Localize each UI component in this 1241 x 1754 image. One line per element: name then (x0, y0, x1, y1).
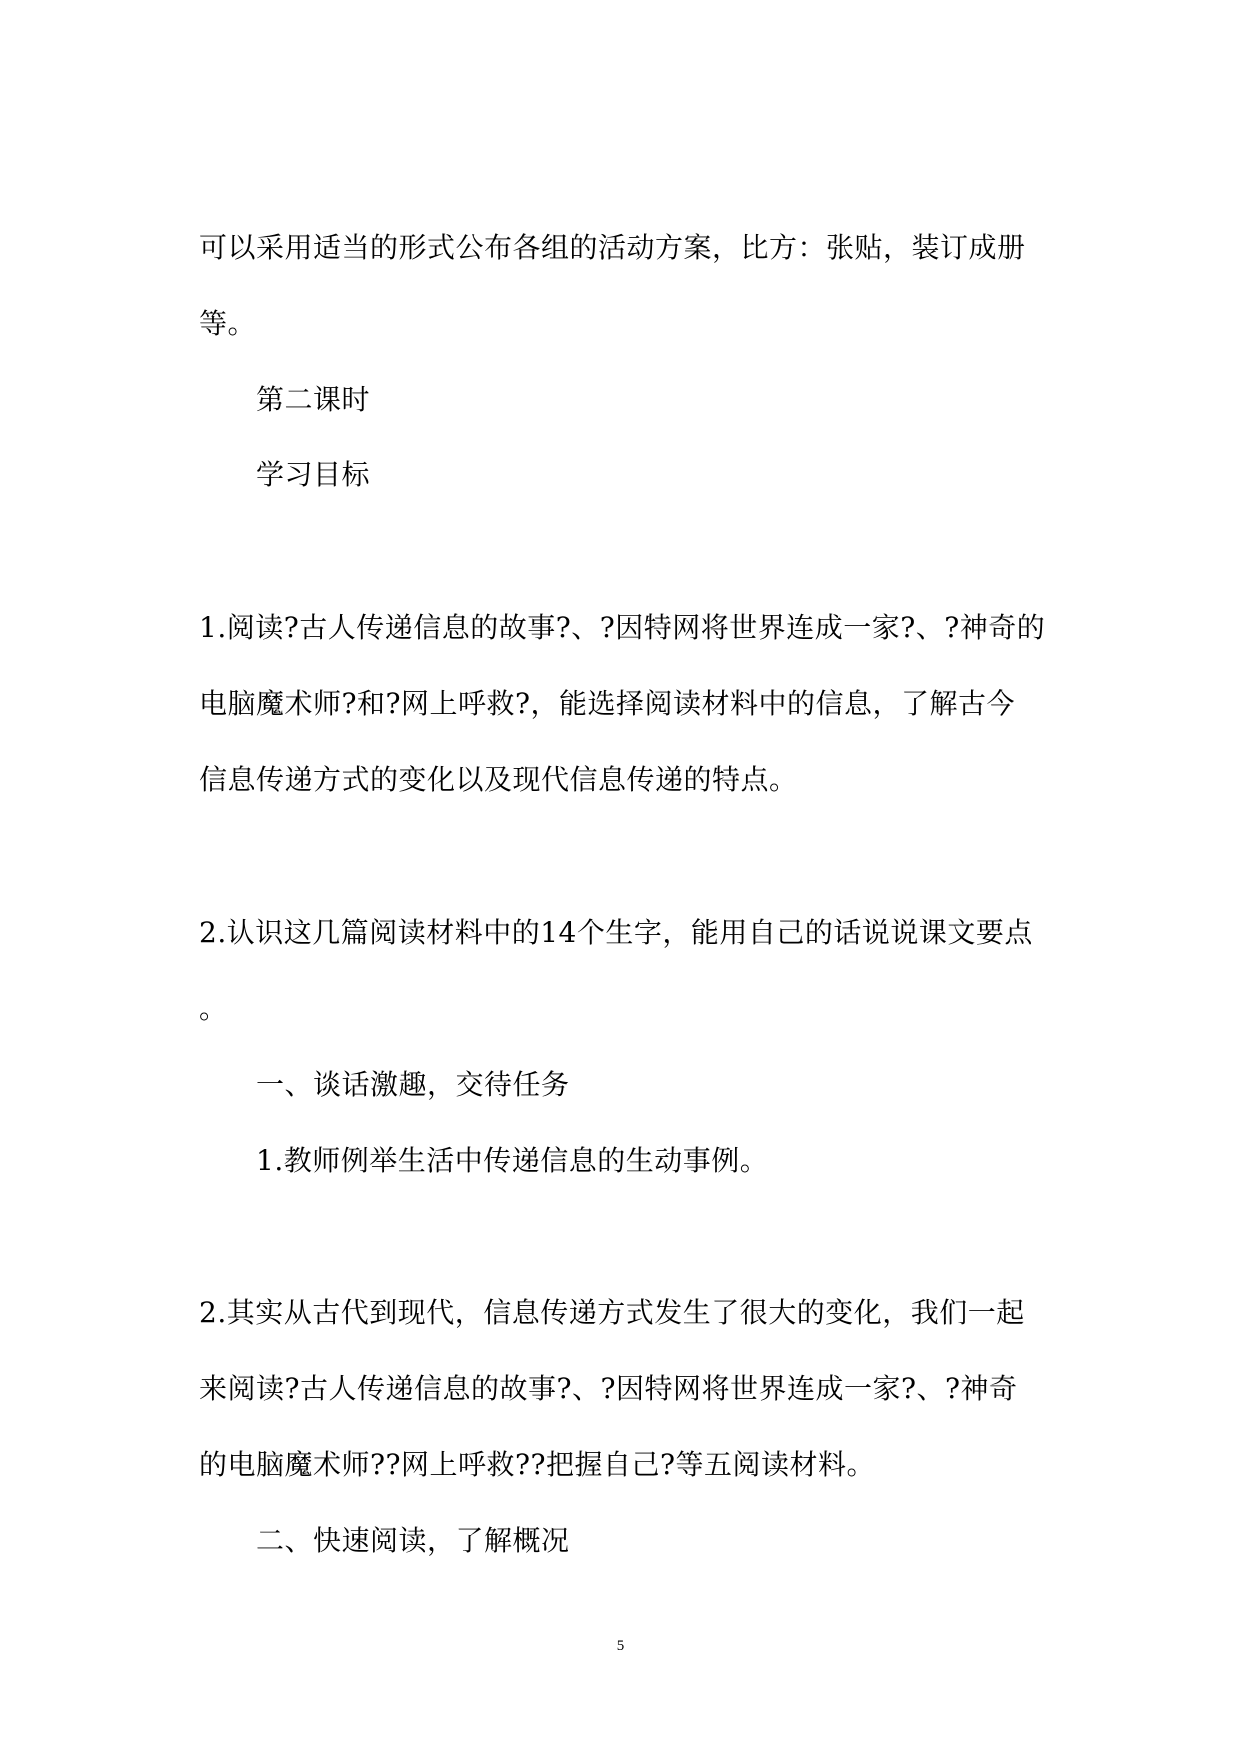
text-line: 电脑魔术师?和?网上呼救?，能选择阅读材料中的信息，了解古今 (199, 687, 1016, 720)
text-line: 1.阅读?古人传递信息的故事?、?因特网将世界连成一家?、?神奇的 (199, 611, 1046, 644)
text-line: 1.教师例举生活中传递信息的生动事例。 (256, 1144, 769, 1177)
text-line: 等。 (199, 307, 257, 340)
text-line: 的电脑魔术师??网上呼救??把握自己?等五阅读材料。 (199, 1448, 876, 1481)
text-line: 。 (199, 992, 228, 1025)
text-line: 来阅读?古人传递信息的故事?、?因特网将世界连成一家?、?神奇 (199, 1372, 1018, 1405)
text-line: 2.认识这几篇阅读材料中的14个生字，能用自己的话说说课文要点 (199, 916, 1033, 949)
page-number: 5 (616, 1638, 625, 1654)
section-heading: 一、谈话激趣，交待任务 (256, 1068, 570, 1101)
section-heading: 学习目标 (256, 458, 371, 491)
text-line: 可以采用适当的形式公布各组的活动方案，比方：张贴，装订成册 (199, 231, 1026, 264)
section-heading: 第二课时 (256, 383, 371, 416)
text-line: 信息传递方式的变化以及现代信息传递的特点。 (199, 763, 798, 796)
section-heading: 二、快速阅读，了解概况 (256, 1524, 570, 1557)
text-line: 2.其实从古代到现代，信息传递方式发生了很大的变化，我们一起 (199, 1296, 1025, 1329)
